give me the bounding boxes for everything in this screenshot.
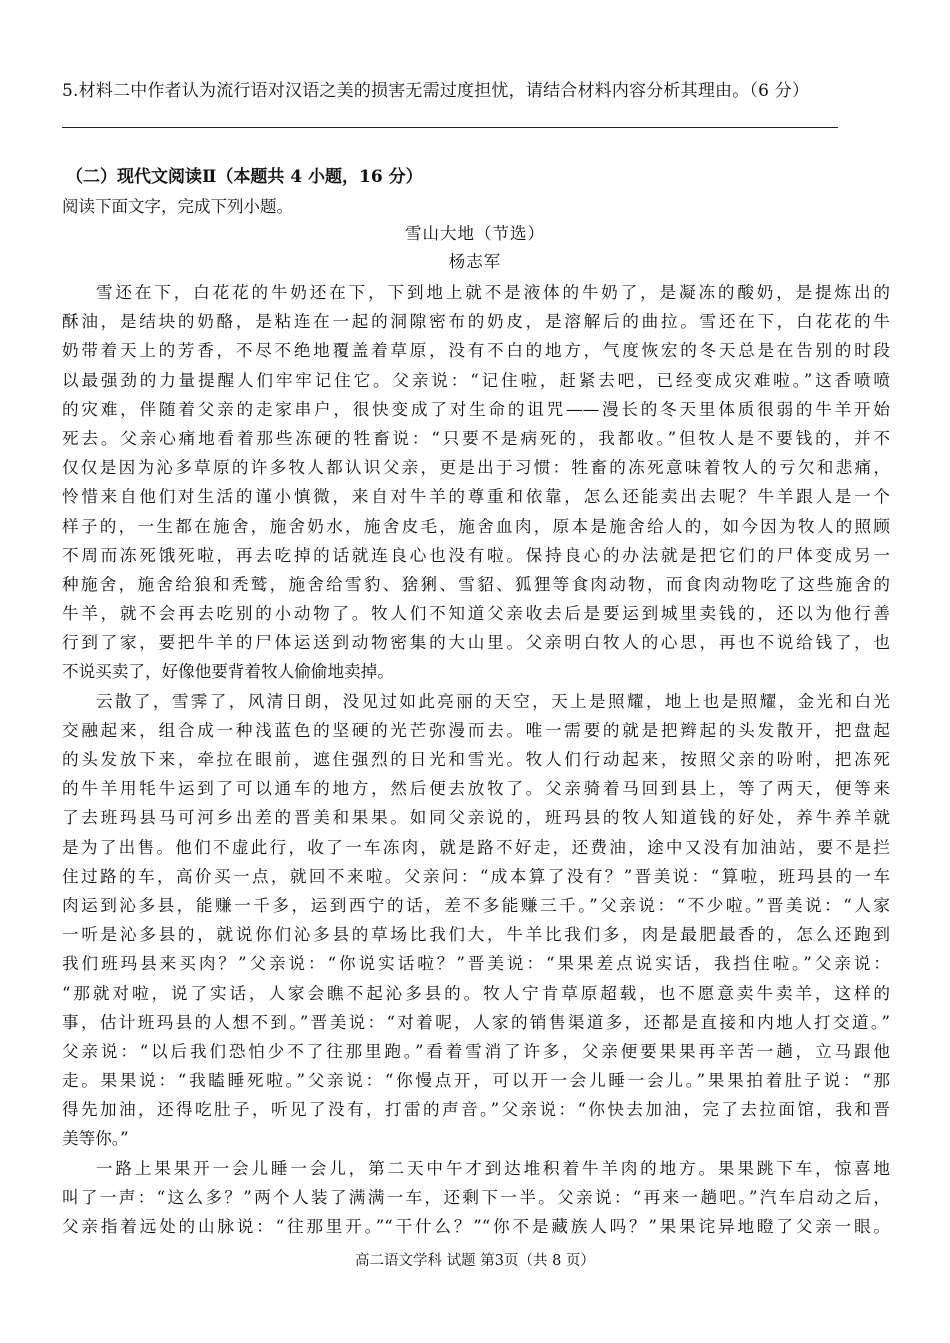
text-line: 叫了一声：“这么多？”两个人装了满满一车，还剩下一半。父亲说：“再来一趟吧。”汽车启动之后， — [62, 1187, 890, 1207]
text-line: 酥油，是结块的奶酪，是粘连在一起的洞隙密布的奶皮，是溶解后的曲拉。雪还在下，白花花的牛 — [62, 312, 890, 332]
text-line: 肉运到沁多县，能赚一千多，运到西宁的话，差不多能赚三千。”父亲说：“不少啦。”晋美说：“人家 — [62, 895, 890, 915]
text-line: 了去班玛县马可河乡出差的晋美和果果。如同父亲说的，班玛县的牧人知道钱的好处，养牛养羊就 — [62, 808, 890, 828]
text-line: 种施舍，施舍给狼和秃鹫，施舍给雪豹、猞猁、雪貂、狐狸等食肉动物，而食肉动物吃了这些施舍的 — [62, 574, 890, 594]
text-line: 一听是沁多县的，就说你们沁多县的草场比我们大，牛羊比我们多，肉是最肥最香的，怎么还跑到 — [62, 925, 890, 945]
text-line: 怜惜来自他们对生活的谨小慎微，来自对牛羊的尊重和依靠，怎么还能卖出去呢？牛羊跟人是一个 — [62, 487, 890, 507]
text-line: 以最强劲的力量提醒人们牢牢记住它。父亲说：“记住啦，赶紧去吧，已经变成灾难啦。”这香喷喷 — [62, 370, 890, 390]
text-line: 美等你。” — [62, 1129, 129, 1149]
page-footer: 高二语文学科 试题 第3页（共 8 页） — [355, 1253, 595, 1269]
text-line: 父亲指着远处的山脉说：“往那里开。”“干什么？”“你不是藏族人吗？”果果诧异地瞪了父亲一眼。 — [62, 1217, 890, 1236]
article-body — [62, 278, 890, 1241]
text-line: 仅仅是因为沁多草原的许多牧人都认识父亲，更是出于习惯：牲畜的冻死意味着牧人的亏欠和悲痛， — [62, 458, 890, 478]
text-line: “那就对啦，说了实话，人家会瞧不起沁多县的。牧人宁肯草原超载，也不愿意卖牛卖羊，这样的 — [62, 983, 890, 1003]
text-line: 的灾难，伴随着父亲的走家串户，很快变成了对生命的诅咒——漫长的冬天里体质很弱的牛羊开始 — [62, 399, 890, 419]
answer-line — [62, 127, 838, 128]
text-line: 交融起来，组合成一种浅蓝色的坚硬的光芒弥漫而去。唯一需要的就是把辫起的头发散开，把盘起 — [62, 720, 890, 740]
text-line: 行到了家，要把牛羊的尸体运送到动物密集的大山里。父亲明白牧人的心思，再也不说给钱了，也 — [62, 633, 890, 653]
text-line: 云散了，雪霁了，风清日朗，没见过如此亮丽的天空，天上是照耀，地上也是照耀，金光和白光 — [96, 691, 890, 711]
article-title: 雪山大地（节选） — [405, 224, 545, 243]
reading-instruction: 阅读下面文字，完成下列小题。 — [62, 197, 293, 216]
text-line: 一路上果果开一会儿睡一会儿，第二天中午才到达堆积着牛羊肉的地方。果果跳下车，惊喜地 — [96, 1158, 890, 1178]
text-line: 走。果果说：“我瞌睡死啦。”父亲说：“你慢点开，可以开一会儿睡一会儿。”果果拍着肚子说：“那 — [62, 1071, 890, 1091]
text-line: 不周而冻死饿死啦，再去吃掉的话就连良心也没有啦。保持良心的办法就是把它们的尸体变成另一 — [62, 545, 890, 565]
section-heading: （二）现代文阅读Ⅱ（本题共 4 小题，16 分） — [66, 167, 423, 187]
text-line: 得先加油，还得吃肚子，听见了没有，打雷的声音。”父亲说：“你快去加油，完了去拉面馆，我和晋 — [62, 1100, 890, 1120]
text-line: 事，估计班玛县的人想不到。”晋美说：“对着呢，人家的销售渠道多，还都是直接和内地人打交道。” — [62, 1012, 890, 1032]
text-line: 牛羊，就不会再去吃别的小动物了。牧人们不知道父亲收去后是要运到城里卖钱的，还以为他行善 — [62, 604, 890, 624]
text-line: 死去。父亲心痛地看着那些冻硬的牲畜说：“只要不是病死的，我都收。”但牧人是不要钱的，并不 — [62, 428, 890, 448]
text-line: 住过路的车，高价买一点，就回不来啦。父亲问：“成本算了没有？”晋美说：“算啦，班玛县的一车 — [62, 866, 890, 886]
text-line: 的牛羊用牦牛运到了可以通车的地方，然后便去放牧了。父亲骑着马回到县上，等了两天，便等来 — [62, 779, 890, 799]
question-5: 5.材料二中作者认为流行语对汉语之美的损害无需过度担忧，请结合材料内容分析其理由。（6 分） — [62, 81, 810, 101]
text-line: 奶带着天上的芳香，不尽不绝地覆盖着草原，没有不白的地方，气度恢宏的冬天总是在告别的时段 — [62, 341, 890, 361]
text-line: 样子的，一生都在施舍，施舍奶水，施舍皮毛，施舍血肉，原本是施舍给人的，如今因为牧人的照顾 — [62, 516, 890, 536]
text-line: 我们班玛县来买肉？”父亲说：“你说实话啦？”晋美说：“果果差点说实话，我挡住啦。”父亲说： — [62, 954, 890, 974]
text-line: 父亲说：“以后我们恐怕少不了往那里跑。”看着雪消了许多，父亲便要果果再辛苦一趟，立马跟他 — [62, 1041, 890, 1061]
text-line: 是为了出售。他们不虚此行，收了一车冻肉，就是路不好走，还费油，途中又没有加油站，要不是拦 — [62, 837, 890, 857]
article-author: 杨志军 — [448, 252, 502, 271]
text-line: 雪还在下，白花花的牛奶还在下，下到地上就不是液体的牛奶了，是凝冻的酸奶，是提炼出的 — [96, 283, 890, 302]
text-line: 不说买卖了，好像他要背着牧人偷偷地卖掉。 — [62, 662, 394, 682]
text-line: 的头发放下来，牵拉在眼前，遮住强烈的日光和雪光。牧人们行动起来，按照父亲的吩咐，把冻死 — [62, 750, 890, 769]
